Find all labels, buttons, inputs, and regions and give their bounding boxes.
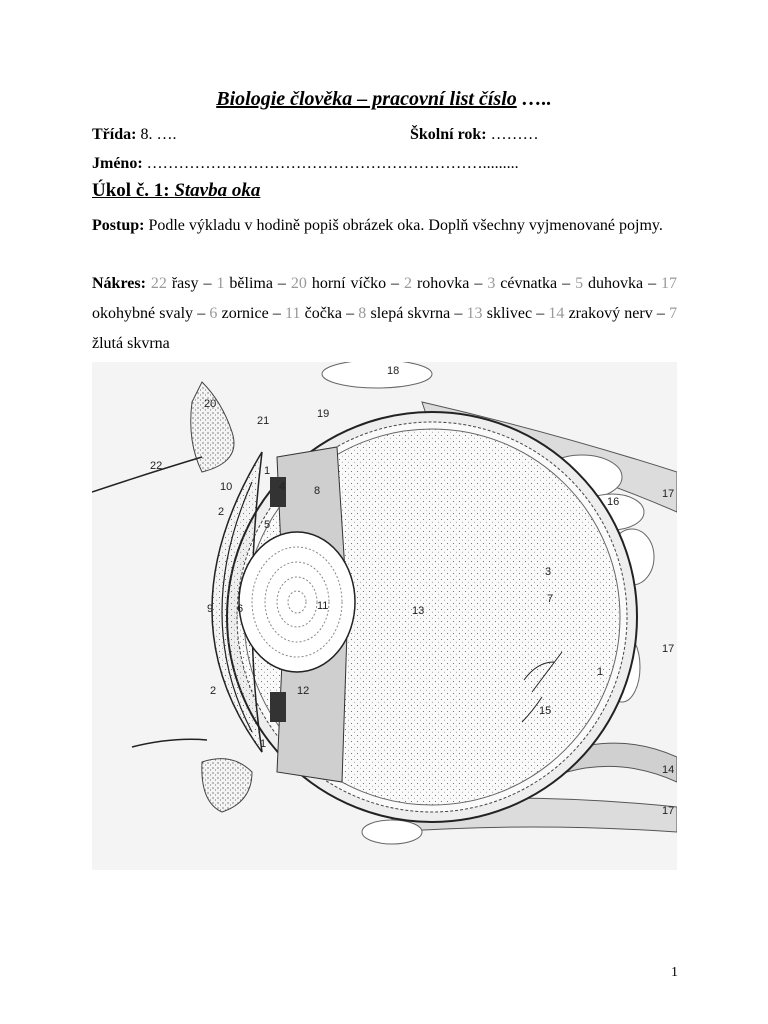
term-number: 8 (358, 305, 367, 322)
figure-label: 2 (210, 685, 217, 697)
term-number: 13 (466, 305, 483, 322)
figure-label: 22 (150, 460, 163, 472)
school-year-label: Školní rok: (410, 126, 487, 143)
task-label: Úkol č. 1: (92, 180, 170, 201)
figure-label: 19 (317, 408, 330, 420)
term-number: 2 (404, 275, 413, 292)
task-heading (92, 180, 260, 202)
term-name: cévnatka (495, 275, 558, 292)
figure-label: 4 (279, 481, 286, 493)
iris-lower (270, 692, 286, 722)
figure-label: 17 (662, 805, 675, 817)
term-name: řasy (166, 275, 199, 292)
term-number: 6 (209, 305, 218, 322)
figure-label: 20 (204, 398, 217, 410)
school-year-value: ……… (486, 126, 539, 143)
figure-label: 2 (218, 506, 225, 518)
title-main: Biologie člověka – pracovní list číslo (216, 88, 517, 110)
class-label: Třída: (92, 126, 137, 143)
figure-label: 5 (264, 519, 271, 531)
term-number: 17 (661, 275, 678, 292)
term-number: 20 (290, 275, 307, 292)
page-number: 1 (671, 965, 678, 980)
figure-label: 14 (662, 764, 675, 776)
figure-label: 15 (539, 705, 552, 717)
task-name: Stavba oka (174, 180, 261, 201)
term-number: 1 (216, 275, 225, 292)
figure-label: 3 (545, 566, 552, 578)
lens (239, 532, 355, 672)
procedure-paragraph (92, 211, 677, 241)
figure-label: 16 (607, 496, 620, 508)
worksheet-title (0, 88, 768, 111)
term-name: rohovka (412, 275, 470, 292)
term-number: 3 (487, 275, 496, 292)
eye-diagram (92, 362, 677, 870)
term-name: zrakový nerv (564, 305, 653, 322)
term-number: 7 (669, 305, 678, 322)
term-name: horní víčko (306, 275, 387, 292)
term-number: 5 (575, 275, 584, 292)
figure-label: 8 (314, 485, 321, 497)
name-line (92, 155, 519, 173)
term-number: 22 (150, 275, 167, 292)
procedure-label: Postup: (92, 217, 145, 234)
term-name: zornice (217, 305, 269, 322)
figure-label: 7 (547, 593, 554, 605)
drawing-label: Nákres: (92, 275, 146, 292)
term-name: okohybné svaly (92, 305, 194, 322)
figure-label: 21 (257, 415, 270, 427)
figure-label: 1 (264, 465, 271, 477)
figure-label: 18 (387, 365, 400, 377)
term-number: 11 (285, 305, 301, 322)
class-value: 8. …. (136, 126, 177, 143)
term-name: čočka (300, 305, 342, 322)
term-number: 14 (548, 305, 565, 322)
class-line (92, 126, 176, 144)
figure-label: 1 (597, 666, 604, 678)
term-name: duhovka (583, 275, 644, 292)
figure-label: 6 (237, 603, 244, 615)
term-name: slepá skvrna (366, 305, 451, 322)
name-value: ………………………………………………………......... (142, 155, 519, 172)
figure-label: 17 (662, 643, 675, 655)
figure-label: 13 (412, 605, 425, 617)
term-name: žlutá skvrna (92, 335, 170, 352)
procedure-text: Podle výkladu v hodině popiš obrázek oka. Doplň všechny vyjmenované pojmy. (144, 217, 663, 234)
figure-label: 10 (220, 481, 233, 493)
figure-label: 12 (297, 685, 310, 697)
eye-diagram-svg (92, 362, 677, 870)
figure-label: 1 (260, 738, 267, 750)
name-label: Jméno: (92, 155, 143, 172)
title-tail: ….. (516, 88, 552, 110)
figure-label: 11 (317, 600, 329, 612)
figure-label: 17 (662, 488, 675, 500)
term-name: bělima (224, 275, 273, 292)
term-name: sklivec (482, 305, 533, 322)
drawing-paragraph (92, 269, 677, 359)
figure-label: 9 (207, 603, 214, 615)
school-year-line (410, 126, 539, 144)
drawing-terms: 22 řasy – 1 bělima – 20 horní víčko – 2 rohovka – 3 cévnatka – 5 duhovka – 17 okohybné svaly – 6 zornice – 11 čočka – 8 slepá skvrna – 13 sklivec – 14 zrakový nerv – 7 žlutá skvrna (92, 275, 678, 352)
